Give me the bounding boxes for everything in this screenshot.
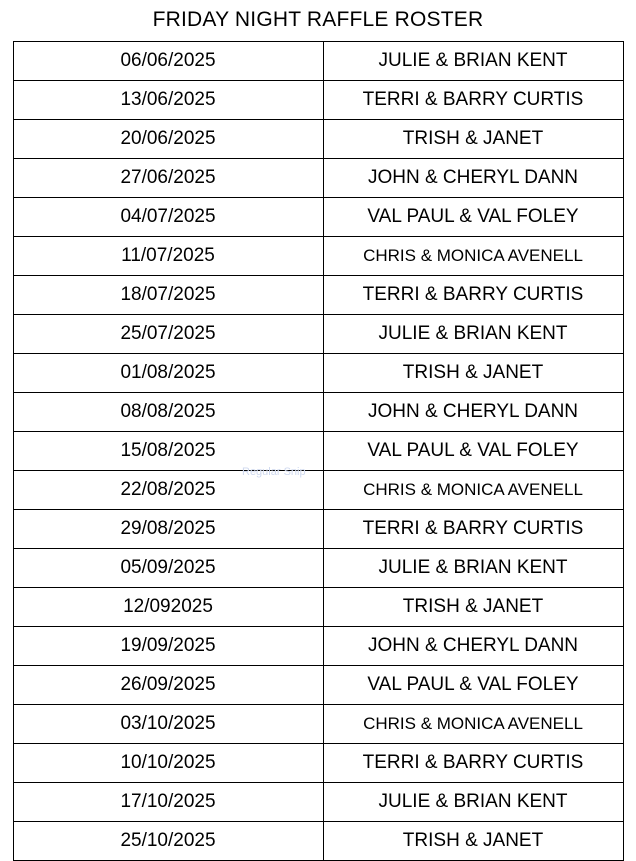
roster-names-cell: TERRI & BARRY CURTIS xyxy=(323,81,623,120)
roster-date-cell: 08/08/2025 xyxy=(13,393,323,432)
roster-table-body xyxy=(13,42,623,861)
roster-names-cell: VAL PAUL & VAL FOLEY xyxy=(323,198,623,237)
roster-date-cell: 22/08/2025 xyxy=(13,471,323,510)
roster-names-cell: CHRIS & MONICA AVENELL xyxy=(323,705,623,744)
roster-names-cell: TRISH & JANET xyxy=(323,822,623,861)
table-row xyxy=(13,315,623,354)
roster-date-cell: 18/07/2025 xyxy=(13,276,323,315)
table-row xyxy=(13,822,623,861)
roster-names-cell: JOHN & CHERYL DANN xyxy=(323,627,623,666)
roster-names-cell: TRISH & JANET xyxy=(323,120,623,159)
roster-date-cell: 19/09/2025 xyxy=(13,627,323,666)
table-row xyxy=(13,666,623,705)
roster-date-cell: 11/07/2025 xyxy=(13,237,323,276)
roster-date-cell: 17/10/2025 xyxy=(13,783,323,822)
table-row xyxy=(13,393,623,432)
roster-names-cell: VAL PAUL & VAL FOLEY xyxy=(323,666,623,705)
roster-names-cell: JULIE & BRIAN KENT xyxy=(323,783,623,822)
roster-names-cell: CHRIS & MONICA AVENELL xyxy=(323,237,623,276)
roster-date-cell: 27/06/2025 xyxy=(13,159,323,198)
table-row xyxy=(13,510,623,549)
roster-date-cell: 12/092025 xyxy=(13,588,323,627)
raffle-roster-table xyxy=(13,41,624,861)
roster-names-cell: VAL PAUL & VAL FOLEY xyxy=(323,432,623,471)
table-row xyxy=(13,432,623,471)
roster-date-cell: 25/07/2025 xyxy=(13,315,323,354)
roster-date-cell: 15/08/2025 xyxy=(13,432,323,471)
table-row xyxy=(13,627,623,666)
table-row xyxy=(13,237,623,276)
roster-date-cell: 20/06/2025 xyxy=(13,120,323,159)
table-row xyxy=(13,42,623,81)
table-row xyxy=(13,588,623,627)
table-row xyxy=(13,471,623,510)
roster-date-cell: 01/08/2025 xyxy=(13,354,323,393)
roster-date-cell: 13/06/2025 xyxy=(13,81,323,120)
table-row xyxy=(13,354,623,393)
roster-names-cell: JOHN & CHERYL DANN xyxy=(323,393,623,432)
table-row xyxy=(13,81,623,120)
table-row xyxy=(13,120,623,159)
roster-date-cell: 10/10/2025 xyxy=(13,744,323,783)
watermark-text: Regular Snip xyxy=(242,466,306,478)
roster-names-cell: TERRI & BARRY CURTIS xyxy=(323,276,623,315)
roster-date-cell: 05/09/2025 xyxy=(13,549,323,588)
table-row xyxy=(13,159,623,198)
roster-date-cell: 03/10/2025 xyxy=(13,705,323,744)
roster-date-cell: 29/08/2025 xyxy=(13,510,323,549)
page-title: FRIDAY NIGHT RAFFLE ROSTER xyxy=(152,8,484,31)
roster-names-cell: JOHN & CHERYL DANN xyxy=(323,159,623,198)
roster-date-cell: 04/07/2025 xyxy=(13,198,323,237)
table-row xyxy=(13,276,623,315)
roster-date-cell: 26/09/2025 xyxy=(13,666,323,705)
roster-names-cell: JULIE & BRIAN KENT xyxy=(323,315,623,354)
roster-names-cell: TERRI & BARRY CURTIS xyxy=(323,510,623,549)
roster-date-cell: 06/06/2025 xyxy=(13,42,323,81)
roster-names-cell: TRISH & JANET xyxy=(323,354,623,393)
table-row xyxy=(13,549,623,588)
roster-names-cell: JULIE & BRIAN KENT xyxy=(323,549,623,588)
table-row xyxy=(13,705,623,744)
roster-date-cell: 25/10/2025 xyxy=(13,822,323,861)
roster-names-cell: TRISH & JANET xyxy=(323,588,623,627)
table-row xyxy=(13,744,623,783)
table-row xyxy=(13,783,623,822)
roster-names-cell: CHRIS & MONICA AVENELL xyxy=(323,471,623,510)
roster-names-cell: JULIE & BRIAN KENT xyxy=(323,42,623,81)
roster-names-cell: TERRI & BARRY CURTIS xyxy=(323,744,623,783)
table-row xyxy=(13,198,623,237)
